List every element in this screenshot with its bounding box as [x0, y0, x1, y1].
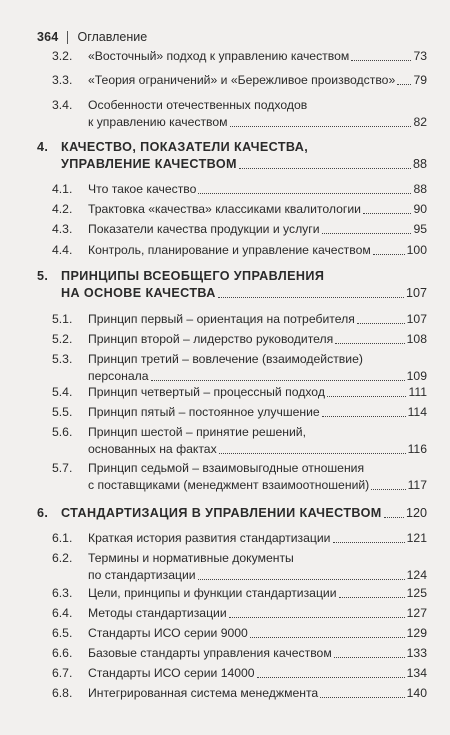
dot-leader	[198, 192, 411, 194]
entry-title: КАЧЕСТВО, ПОКАЗАТЕЛИ КАЧЕСТВА,	[61, 140, 309, 154]
dot-leader	[335, 342, 404, 344]
page-number: 364	[37, 30, 59, 44]
entry-number: 6.4.	[52, 606, 73, 620]
entry-page: 116	[407, 442, 427, 456]
entry-number: 6.7.	[52, 666, 73, 680]
entry-title: Принцип шестой – принятие решений,	[88, 425, 306, 439]
entry-page: 124	[406, 568, 427, 582]
entry-title: СТАНДАРТИЗАЦИЯ В УПРАВЛЕНИИ КАЧЕСТВОМ	[61, 506, 382, 520]
dot-leader	[198, 578, 405, 580]
entry-number: 5.2.	[52, 332, 73, 346]
dot-leader	[351, 59, 411, 61]
entry-number: 5.1.	[52, 312, 73, 326]
entry-title: Контроль, планирование и управление качеством	[88, 243, 371, 257]
dot-leader	[320, 696, 404, 698]
entry-title: Стандарты ИСО серии 9000	[88, 626, 248, 640]
entry-page: 82	[413, 115, 427, 129]
dot-leader	[239, 167, 411, 169]
entry-title: Принцип седьмой – взаимовыгодные отношения	[88, 461, 365, 475]
entry-number: 5.6.	[52, 425, 73, 439]
entry-number: 5.5.	[52, 405, 73, 419]
entry-title: Принцип третий – вовлечение (взаимодействие)	[88, 352, 363, 366]
entry-number: 5.4.	[52, 385, 73, 399]
entry-page: 79	[413, 73, 427, 87]
entry-number: 5.	[37, 269, 49, 283]
entry-page: 111	[408, 385, 427, 399]
entry-title: Методы стандартизации	[88, 606, 227, 620]
entry-number: 4.2.	[52, 202, 73, 216]
entry-page: 108	[406, 332, 427, 346]
entry-number: 4.3.	[52, 222, 73, 236]
entry-title: Что такое качество	[88, 182, 197, 196]
dot-leader	[334, 656, 405, 658]
entry-title: Термины и нормативные документы	[88, 551, 294, 565]
dot-leader	[339, 596, 405, 598]
entry-number: 5.3.	[52, 352, 73, 366]
dot-leader	[257, 676, 405, 678]
entry-title: НА ОСНОВЕ КАЧЕСТВА	[61, 286, 216, 300]
header-divider	[67, 31, 68, 44]
entry-number: 6.8.	[52, 686, 73, 700]
entry-number: 6.	[37, 506, 49, 520]
dot-leader	[250, 636, 405, 638]
entry-page: 88	[412, 157, 427, 171]
entry-number: 4.1.	[52, 182, 73, 196]
entry-title: Трактовка «качества» классиками квалитологии	[88, 202, 361, 216]
entry-title: основанных на фактах	[88, 442, 217, 456]
entry-title: Принцип второй – лидерство руководителя	[88, 332, 334, 346]
entry-page: 133	[406, 646, 427, 660]
entry-page: 120	[405, 506, 427, 520]
dot-leader	[327, 395, 407, 397]
dot-leader	[384, 516, 404, 518]
entry-title: Особенности отечественных подходов	[88, 98, 308, 112]
entry-title: с поставщиками (менеджмент взаимоотношений)	[88, 478, 370, 492]
entry-page: 90	[413, 202, 427, 216]
entry-page: 117	[407, 478, 427, 492]
entry-title: Принцип четвертый – процессный подход	[88, 385, 325, 399]
entry-page: 125	[406, 586, 427, 600]
entry-title: ПРИНЦИПЫ ВСЕОБЩЕГО УПРАВЛЕНИЯ	[61, 269, 325, 283]
entry-title: Интегрированная система менеджмента	[88, 686, 319, 700]
dot-leader	[333, 541, 405, 543]
running-header	[37, 30, 147, 44]
dot-leader	[322, 415, 406, 417]
entry-title: Стандарты ИСО серии 14000	[88, 666, 255, 680]
entry-page: 107	[406, 312, 427, 326]
dot-leader	[357, 322, 405, 324]
dot-leader	[397, 83, 411, 85]
entry-title: УПРАВЛЕНИЕ КАЧЕСТВОМ	[61, 157, 237, 171]
entry-page: 129	[406, 626, 427, 640]
entry-title: Принцип пятый – постоянное улучшение	[88, 405, 320, 419]
entry-page: 114	[407, 405, 427, 419]
entry-number: 6.6.	[52, 646, 73, 660]
entry-page: 109	[406, 369, 427, 383]
entry-title: «Теория ограничений» и «Бережливое производство»	[88, 73, 396, 87]
entry-title: по стандартизации	[88, 568, 196, 582]
dot-leader	[371, 488, 405, 490]
dot-leader	[363, 212, 412, 214]
dot-leader	[229, 616, 405, 618]
entry-page: 140	[406, 686, 427, 700]
dot-leader	[322, 232, 412, 234]
entry-page: 95	[413, 222, 427, 236]
entry-page: 134	[406, 666, 427, 680]
dot-leader	[218, 296, 404, 298]
entry-page: 127	[406, 606, 427, 620]
entry-page: 100	[406, 243, 427, 257]
entry-page: 107	[405, 286, 427, 300]
entry-number: 4.4.	[52, 243, 73, 257]
entry-title: Показатели качества продукции и услуги	[88, 222, 320, 236]
entry-title: к управлению качеством	[88, 115, 228, 129]
entry-title: Принцип первый – ориентация на потребителя	[88, 312, 355, 326]
entry-number: 6.1.	[52, 531, 73, 545]
dot-leader	[373, 253, 405, 255]
entry-page: 88	[413, 182, 427, 196]
entry-number: 3.2.	[52, 49, 73, 63]
entry-title: «Восточный» подход к управлению качеством	[88, 49, 350, 63]
entry-number: 3.4.	[52, 98, 73, 112]
entry-title: Цели, принципы и функции стандартизации	[88, 586, 337, 600]
running-title: Оглавление	[77, 30, 148, 44]
entry-title: персонала	[88, 369, 149, 383]
entry-title: Базовые стандарты управления качеством	[88, 646, 332, 660]
entry-number: 5.7.	[52, 461, 73, 475]
entry-page: 121	[406, 531, 427, 545]
entry-number: 3.3.	[52, 73, 73, 87]
dot-leader	[230, 125, 412, 127]
entry-number: 4.	[37, 140, 49, 154]
entry-title: Краткая история развития стандартизации	[88, 531, 331, 545]
entry-number: 6.5.	[52, 626, 73, 640]
entry-number: 6.3.	[52, 586, 73, 600]
entry-number: 6.2.	[52, 551, 73, 565]
dot-leader	[219, 452, 406, 454]
dot-leader	[151, 379, 405, 381]
entry-page: 73	[413, 49, 427, 63]
